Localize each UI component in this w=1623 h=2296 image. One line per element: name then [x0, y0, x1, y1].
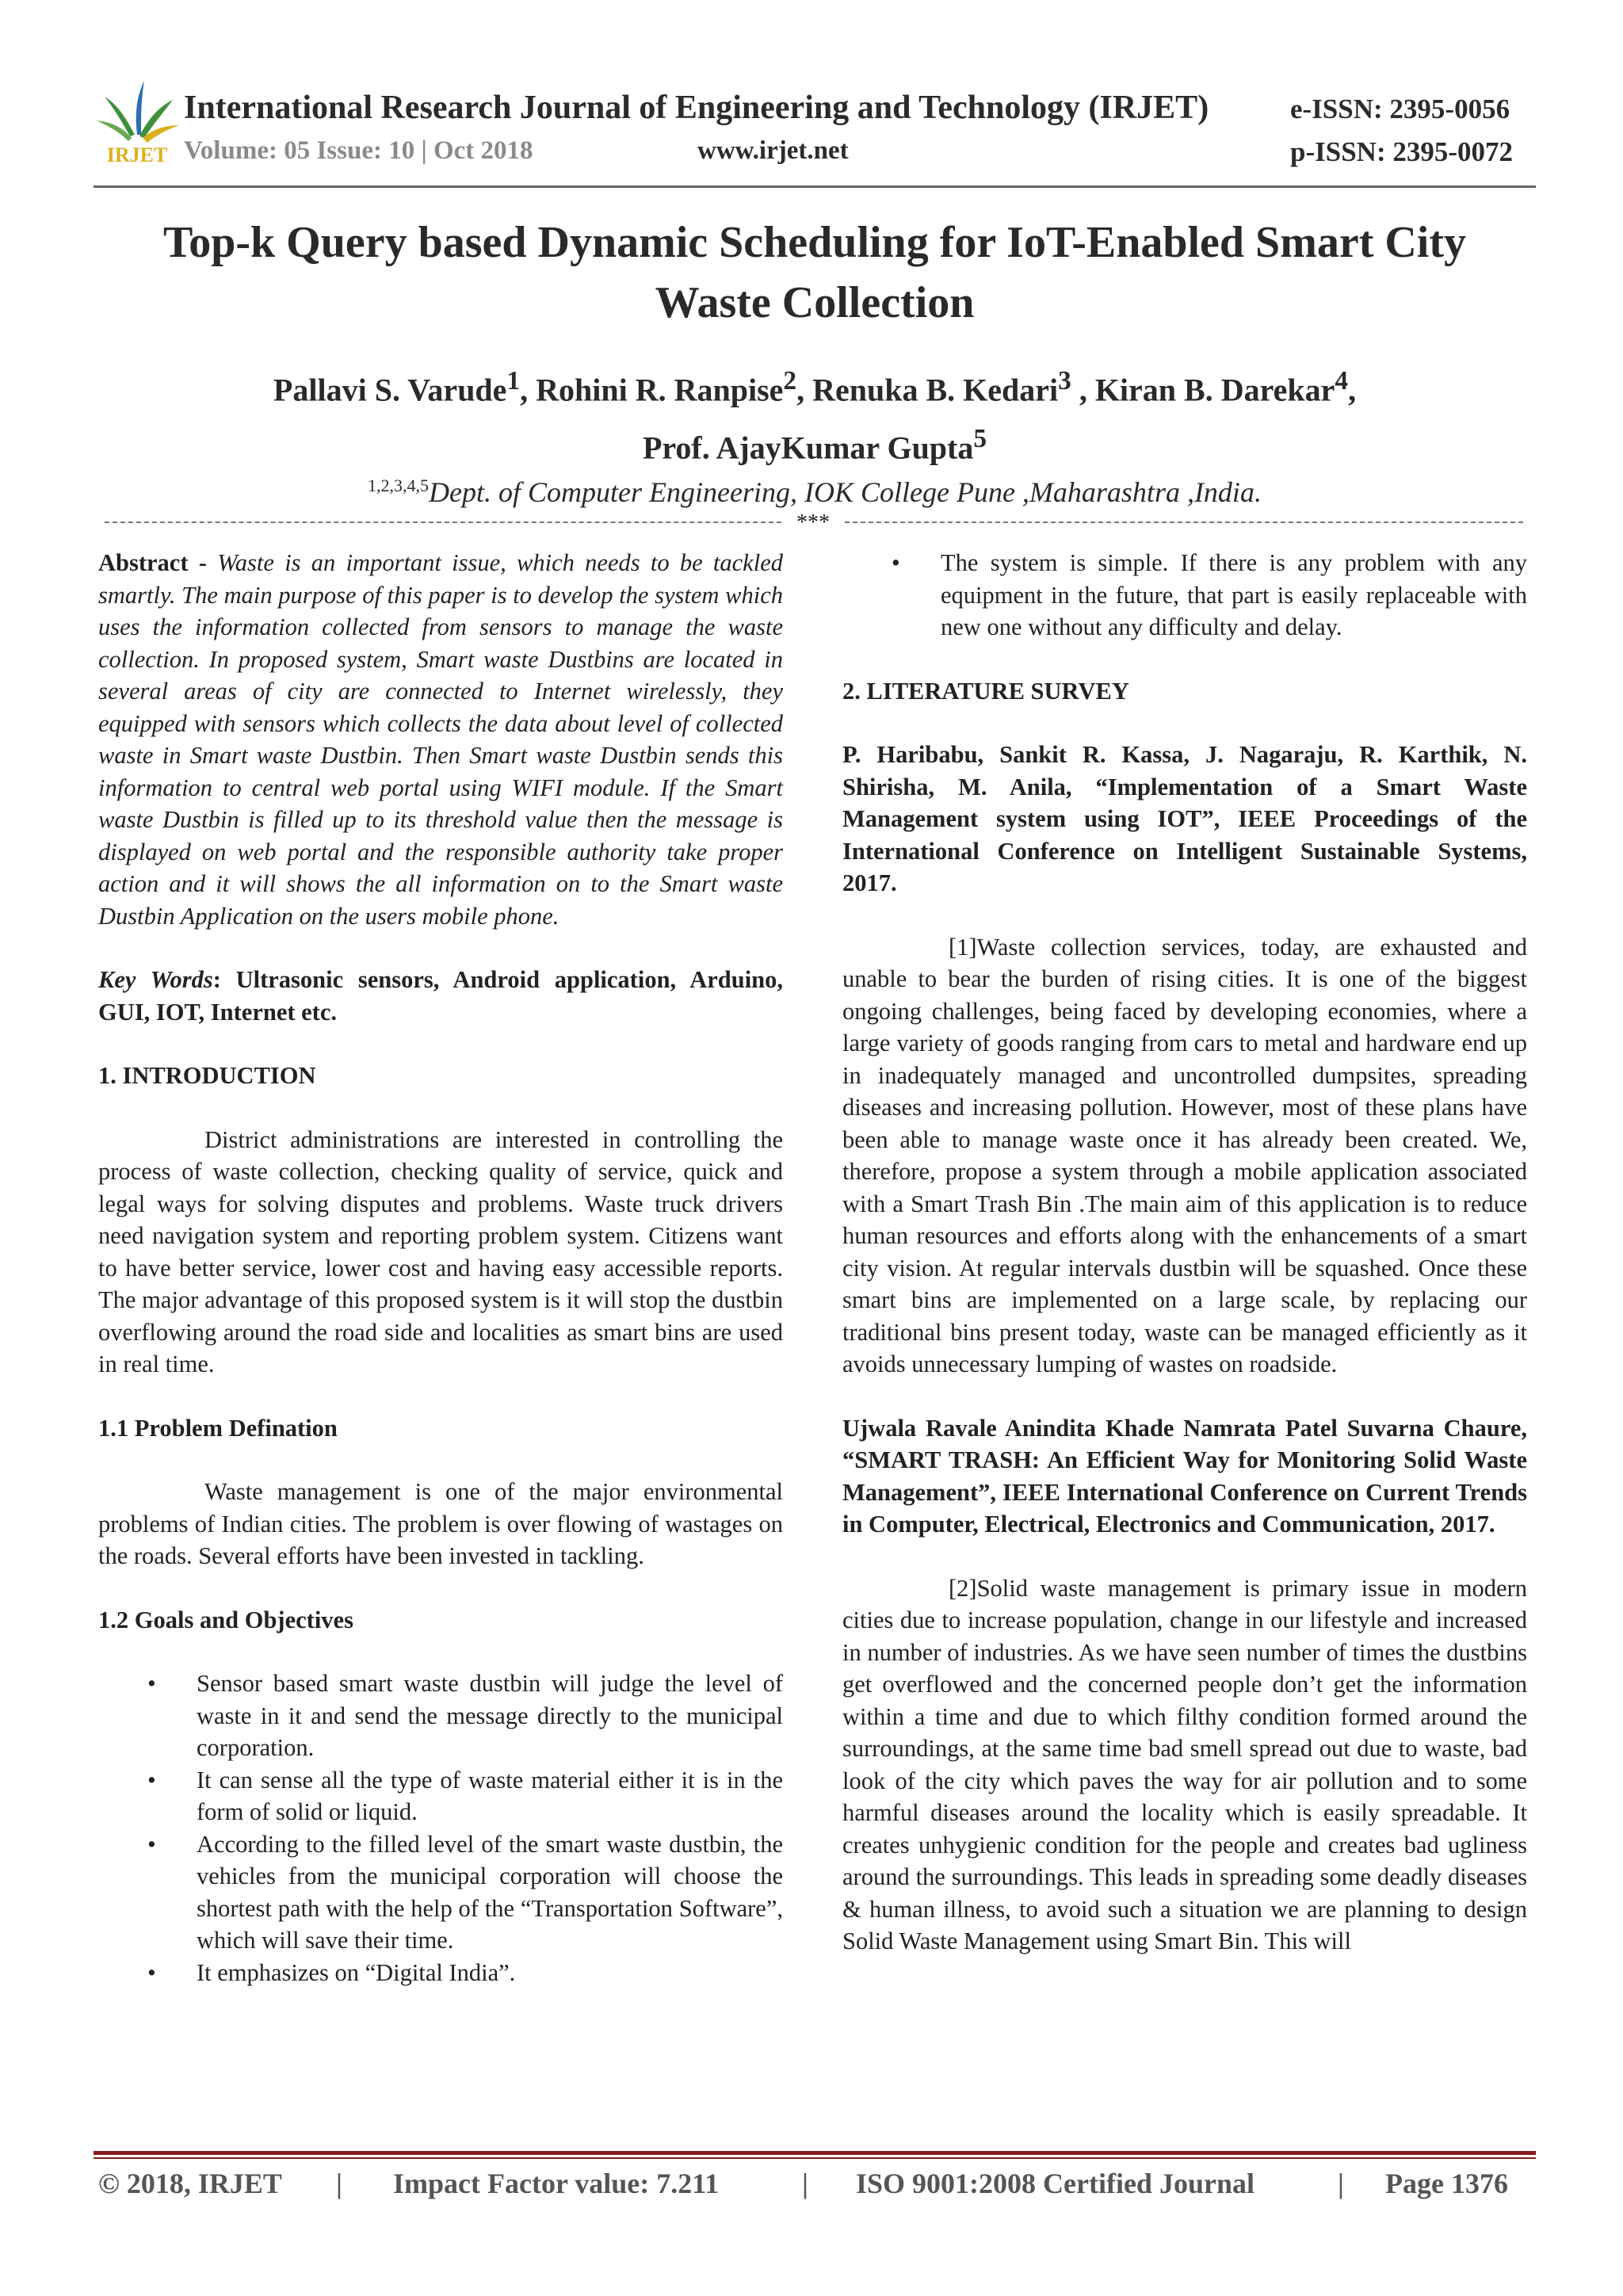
- author-name: Kiran B. Darekar: [1094, 372, 1335, 408]
- title-line-1: Top-k Query based Dynamic Scheduling for IoT-Enabled Smart City: [163, 218, 1466, 267]
- author-sup: 1: [506, 366, 521, 395]
- list-item: • It can sense all the type of waste material either it is in the form of solid or liquid.: [98, 1764, 783, 1828]
- problem-paragraph: Waste management is one of the major environmental problems of Indian cities. The problem is over flowing of wastages on the roads. Several efforts have been invested in tackling.: [98, 1478, 783, 1569]
- bullet-icon: •: [147, 1670, 156, 1697]
- keywords-text: : Ultrasonic sensors, Android application, Arduino, GUI, IOT, Internet etc.: [98, 966, 784, 1026]
- author-sep: ,: [1348, 372, 1357, 408]
- keywords: [98, 964, 783, 1028]
- abstract-text: Waste is an important issue, which needs to be tackled smartly. The main purpose of this paper is to develop the system which uses the information collected from sensors to manage the waste collection. In proposed system, Smart waste Dustbins are located in several areas of city are connected to Internet wirelessly, they equipped with sensors which collects the data about level of collected waste in Smart waste Dustbin. Then Smart waste Dustbin sends this information to central web portal using WIFI module. If the Smart waste Dustbin is filled up to its threshold value then the message is displayed on web portal and the responsible authority take proper action and it will shows the all information on to the Smart waste Dustbin Application on the users mobile phone.: [98, 549, 783, 930]
- intro-heading: 1. INTRODUCTION: [98, 1062, 316, 1089]
- author-sep: ,: [520, 372, 537, 408]
- bullet-icon: •: [147, 1766, 156, 1794]
- authors-line-2: [94, 415, 1536, 472]
- author-name: Rohini R. Ranpise: [536, 372, 784, 408]
- author-sup: 5: [973, 424, 987, 454]
- list-item: • According to the filled level of the smart waste dustbin, the vehicles from the municipal corporation will choose the shortest path with the help of the “Transportation Software”, which will save their time.: [98, 1828, 783, 1957]
- affiliation: [94, 476, 1536, 509]
- footer-copyright: © 2018, IRJET: [98, 2168, 282, 2199]
- title-line-2: Waste Collection: [655, 278, 975, 327]
- author-name: Renuka B. Kedari: [812, 372, 1059, 408]
- volume-issue: Volume: 05 Issue: 10 | Oct 2018: [184, 136, 533, 165]
- footer-divider: |: [1338, 2168, 1344, 2199]
- paper-title: [94, 212, 1536, 333]
- list-item: • It emphasizes on “Digital India”.: [98, 1957, 783, 1989]
- authors-line-1: [94, 357, 1536, 415]
- abstract-label: Abstract -: [98, 549, 218, 576]
- goals-list-continued: [842, 547, 1527, 644]
- footer-impact-factor: Impact Factor value: 7.211: [393, 2168, 720, 2199]
- e-issn: e-ISSN: 2395-0056: [1290, 94, 1510, 124]
- goals-list: [98, 1668, 783, 1988]
- author-list: [94, 357, 1536, 473]
- footer-rule-thin: [94, 2157, 1536, 2159]
- irjet-logo: [94, 73, 181, 166]
- logo-text: IRJET: [106, 143, 168, 166]
- footer-iso: ISO 9001:2008 Certified Journal: [856, 2168, 1254, 2199]
- header-rule: [94, 185, 1536, 188]
- author-sep: ,: [1071, 372, 1095, 408]
- abstract: [98, 547, 783, 932]
- footer-rule: [94, 2151, 1536, 2155]
- list-item: • Sensor based smart waste dustbin will judge the level of waste in it and send the message directly to the municipal corporation.: [98, 1668, 783, 1764]
- bullet-icon: •: [147, 1830, 156, 1858]
- reference-2-summary: [2]Solid waste management is primary issue in modern cities due to increase population, change in our lifestyle and increased in number of industries. As we have seen number of times the dustbins get overflowed and the concerned people don’t get the information within a time and due to which filthy condition formed around the surroundings, at the same time bad smell spread out due to waste, bad look of the city which paves the way for air pollution and to some harmful diseases around the locality which is easily spreadable. It creates unhygienic condition for the people and creates bad ugliness around the surroundings. This leads in spreading some deadly diseases & human illness, to avoid such a situation we are planning to design Solid Waste Management using Smart Bin. This will: [842, 1574, 1527, 1954]
- intro-paragraph: District administrations are interested in controlling the process of waste collection, checking quality of service, quick and legal ways for solving disputes and problems. Waste truck drivers need navigation system and reporting problem system. Citizens want to have better service, lower cost and having easy accessible reports. The major advantage of this proposed system is it will stop the dustbin overflowing around the road side and localities as smart bins are used in real time.: [98, 1125, 783, 1377]
- page-number: Page 1376: [1385, 2168, 1508, 2199]
- right-column: [842, 547, 1527, 1958]
- bullet-icon: •: [147, 1958, 156, 1986]
- p-issn: p-ISSN: 2395-0072: [1290, 136, 1514, 167]
- section-separator: [105, 510, 1523, 535]
- separator-stars: ***: [796, 510, 830, 535]
- journal-website[interactable]: www.irjet.net: [697, 136, 849, 165]
- footer-divider: |: [336, 2168, 342, 2199]
- separator-dash-right: [845, 521, 1523, 523]
- reference-2-citation: Ujwala Ravale Anindita Khade Namrata Patel Suvarna Chaure, “SMART TRASH: An Efficient Way for Monitoring Solid Waste Management”, IEEE International Conference on Current Trends in Computer, Electrical, Electronics and Communication, 2017.: [842, 1414, 1527, 1538]
- author-sep: ,: [796, 372, 813, 408]
- separator-dash-left: [105, 521, 781, 523]
- goals-heading: 1.2 Goals and Objectives: [98, 1606, 353, 1633]
- author-sup: 2: [783, 366, 797, 395]
- affiliation-sup: 1,2,3,4,5: [368, 476, 430, 495]
- author-sup: 3: [1058, 366, 1071, 395]
- author-name: Pallavi S. Varude: [273, 372, 507, 408]
- affiliation-text: Dept. of Computer Engineering, IOK College Pune ,Maharashtra ,India.: [429, 476, 1262, 508]
- problem-heading: 1.1 Problem Defination: [98, 1414, 338, 1442]
- author-sup: 4: [1335, 366, 1349, 395]
- list-item: • The system is simple. If there is any problem with any equipment in the future, that part is easily replaceable with new one without any difficulty and delay.: [842, 547, 1527, 644]
- reference-1-summary: [1]Waste collection services, today, are exhausted and unable to bear the burden of rising cities. It is one of the biggest ongoing challenges, being faced by developing economies, where a large variety of goods ranging from cars to metal and hardware end up in inadequately managed and uncontrolled dumpsites, spreading diseases and increasing pollution. However, most of these plans have been able to manage waste once it has already been created. We, therefore, propose a system through a mobile application associated with a Smart Trash Bin .The main aim of this application is to reduce human resources and efforts along with the enhancements of a smart city vision. At regular intervals dustbin will be squashed. Once these smart bins are implemented on a large scale, by replacing our traditional bins present today, waste can be managed efficiently as it avoids unnecessary lumping of wastes on roadside.: [842, 933, 1527, 1377]
- left-column: [98, 547, 783, 1988]
- literature-heading: 2. LITERATURE SURVEY: [842, 677, 1129, 705]
- footer-divider: |: [802, 2168, 808, 2199]
- author-name: Prof. AjayKumar Gupta: [642, 430, 974, 466]
- keywords-label: Key Words: [98, 966, 213, 993]
- reference-1-citation: P. Haribabu, Sankit R. Kassa, J. Nagaraju, R. Karthik, N. Shirisha, M. Anila, “Implementation of a Smart Waste Management system using IOT”, IEEE Proceedings of the International Conference on Intelligent Sustainable Systems, 2017.: [842, 741, 1527, 896]
- bullet-icon: •: [892, 549, 900, 576]
- journal-title: International Research Journal of Engineering and Technology (IRJET): [184, 90, 1209, 126]
